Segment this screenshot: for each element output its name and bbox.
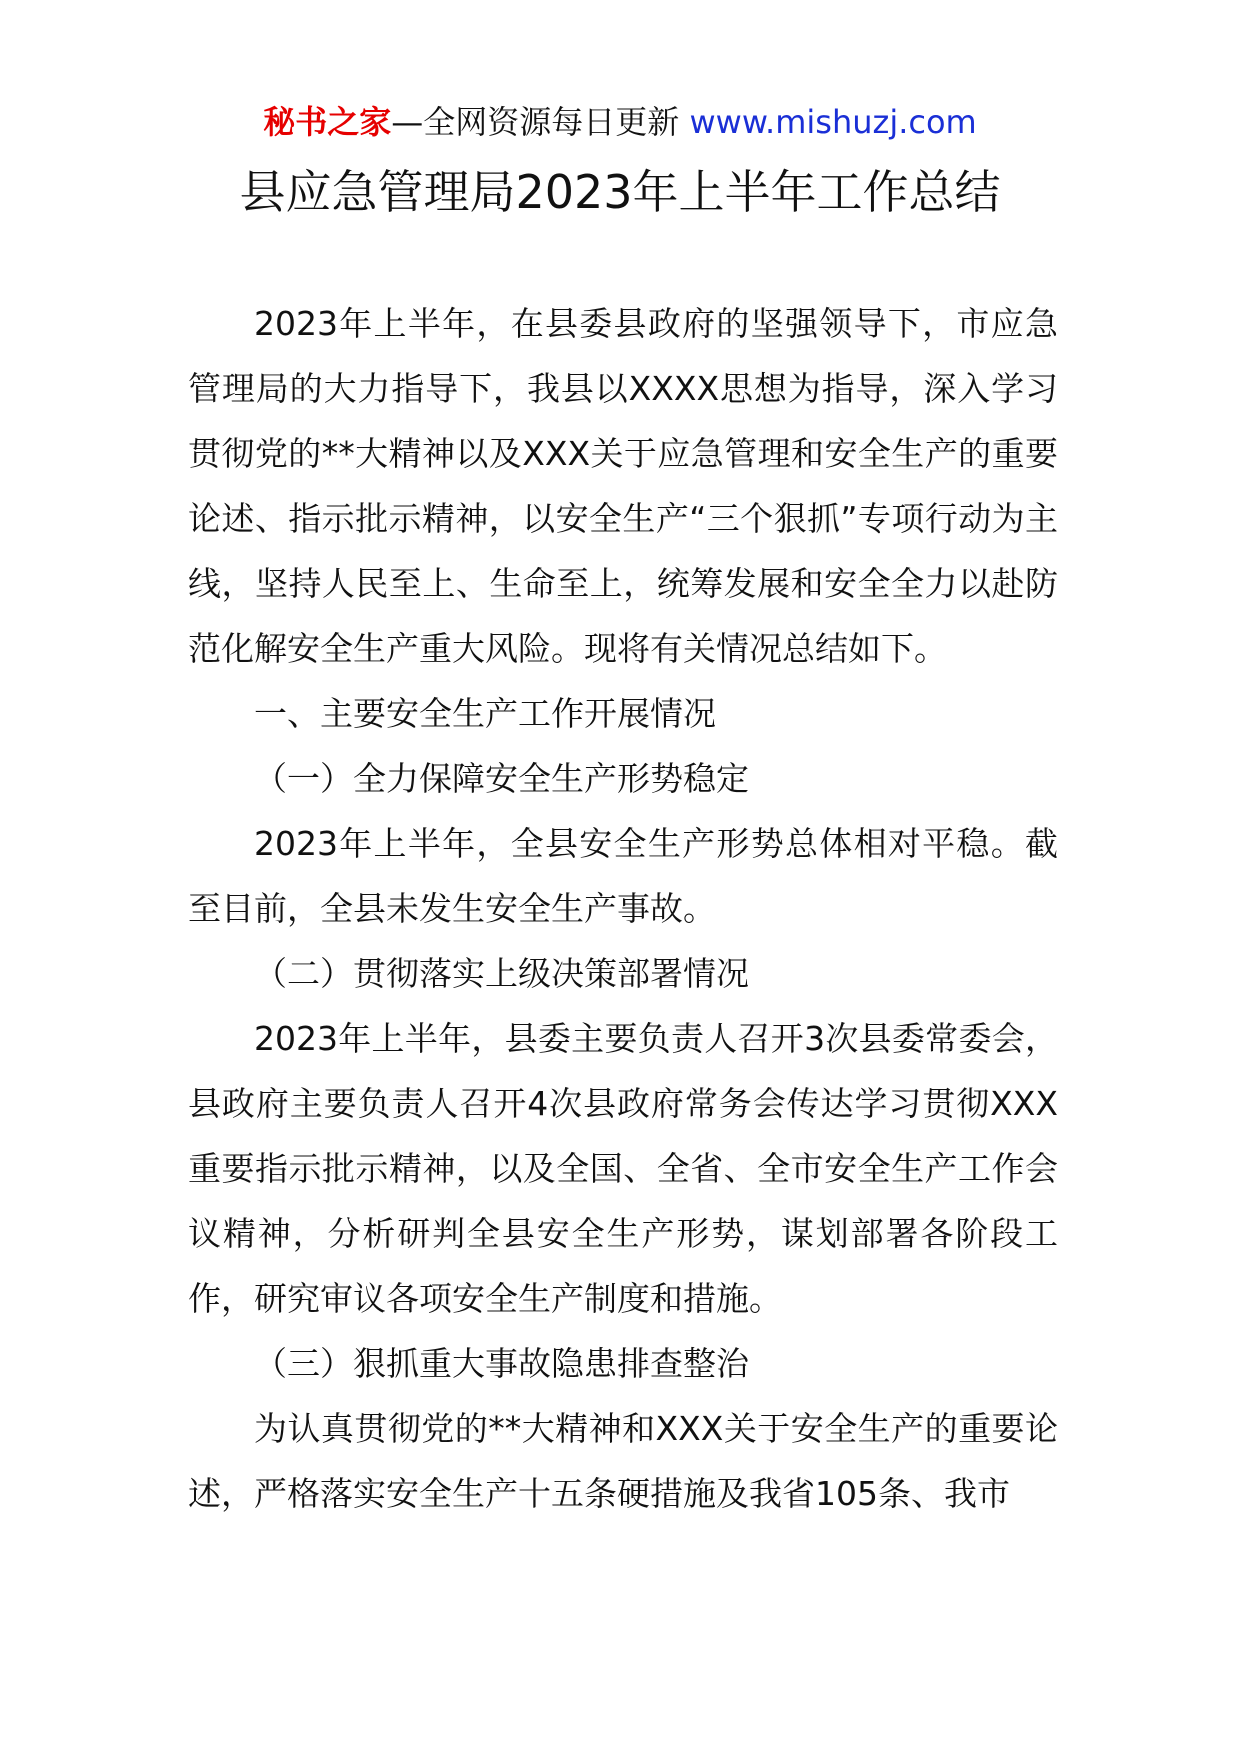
intro-paragraph: 2023年上半年，在县委县政府的坚强领导下，市应急管理局的大力指导下，我县以XXXX思想为指导，深入学习贯彻党的**大精神以及XXX关于应急管理和安全生产的重要论述、指示批示精神，以安全生产“三个狠抓”专项行动为主线，坚持人民至上、生命至上，统筹发展和安全全力以赴防范化解安全生产重大风险。现将有关情况总结如下。: [188, 304, 1058, 668]
subsection-heading-3: （三）狠抓重大事故隐患排查整治: [254, 1344, 749, 1383]
subsection-heading-1: （一）全力保障安全生产形势稳定: [254, 759, 749, 798]
document-body: [188, 291, 1058, 1526]
watermark-brand: 秘书之家: [263, 103, 392, 141]
document-title: 县应急管理局2023年上半年工作总结: [239, 165, 1001, 219]
watermark-url: www.mishuzj.com: [689, 103, 977, 141]
subsection-heading-2: （二）贯彻落实上级决策部署情况: [254, 954, 749, 993]
subsection-paragraph-2: 2023年上半年，县委主要负责人召开3次县委常委会，县政府主要负责人召开4次县政府常务会传达学习贯彻XXX重要指示批示精神，以及全国、全省、全市安全生产工作会议精神，分析研判全县安全生产形势，谋划部署各阶段工作，研究审议各项安全生产制度和措施。: [188, 1019, 1058, 1318]
subsection-paragraph-3: 为认真贯彻党的**大精神和XXX关于安全生产的重要论述，严格落实安全生产十五条硬措施及我省105条、我市: [188, 1409, 1058, 1513]
watermark-tagline: —全网资源每日更新: [391, 103, 690, 141]
section-heading-1: 一、主要安全生产工作开展情况: [254, 694, 716, 733]
subsection-paragraph-1: 2023年上半年，全县安全生产形势总体相对平稳。截至目前，全县未发生安全生产事故。: [188, 824, 1058, 928]
site-watermark-header: [0, 100, 1240, 144]
